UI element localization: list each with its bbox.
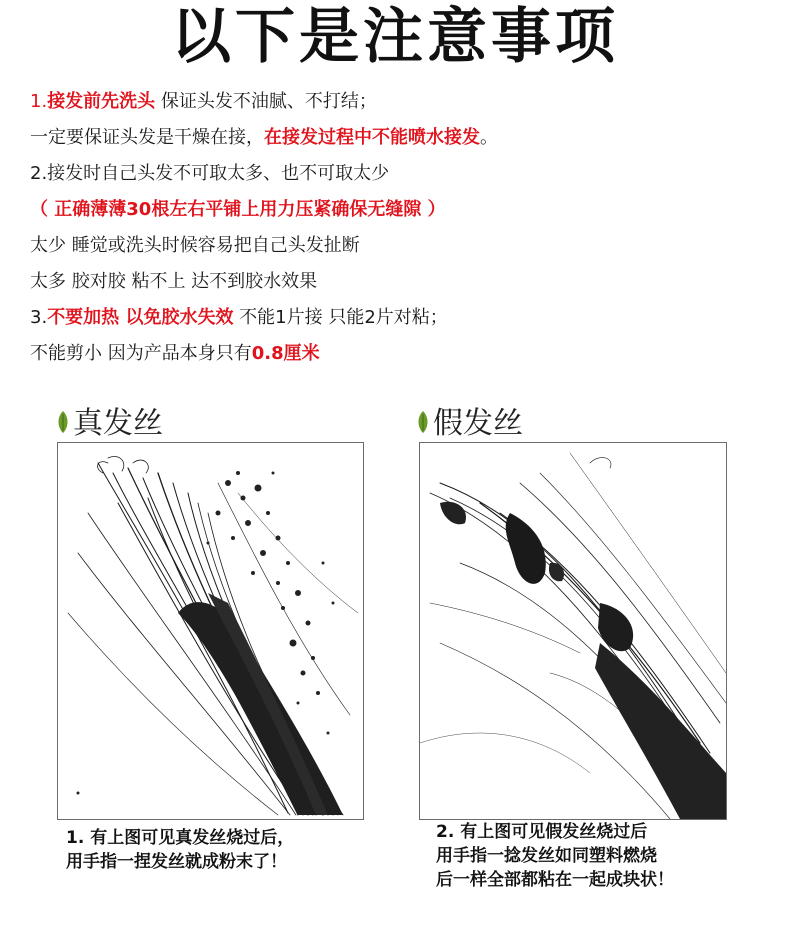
note-8-text: 不能剪小 因为产品本身只有 <box>30 343 252 364</box>
real-hair-heading <box>56 406 163 443</box>
fake-desc-line-3: 后一样全部都粘在一起成块状！ <box>436 870 674 890</box>
note-4-close: ） <box>421 199 446 220</box>
note-7-prefix: 3. <box>30 307 48 328</box>
fake-hair-photo <box>419 442 727 820</box>
note-2-suffix: 。 <box>480 127 498 148</box>
fake-desc-line-2: 用手指一捻发丝如同塑料燃烧 <box>436 846 657 866</box>
note-line-4 <box>30 192 770 228</box>
note-line-1 <box>30 84 770 120</box>
notes-section <box>30 84 770 372</box>
note-6-text: 太多 胶对胶 粘不上 达不到胶水效果 <box>30 271 318 292</box>
fake-hair-heading-text: 假发丝 <box>433 406 523 441</box>
fake-desc-line-1: 2. 有上图可见假发丝烧过后 <box>436 822 648 842</box>
note-8-highlight: 0.8厘米 <box>251 343 320 364</box>
leaf-icon <box>56 407 70 443</box>
real-desc-line-2: 用手指一捏发丝就成粉末了！ <box>66 852 287 872</box>
real-hair-photo <box>57 442 364 820</box>
note-line-7 <box>30 300 770 336</box>
fake-hair-description <box>436 820 674 892</box>
note-1-highlight: 接发前先洗头 <box>47 91 156 112</box>
note-line-5 <box>30 228 770 264</box>
leaf-icon <box>416 407 430 443</box>
note-3-text: 2.接发时自己头发不可取太多、也不可取太少 <box>30 163 390 184</box>
page-title: 以下是注意事项 <box>171 2 619 72</box>
note-7-text: 不能1片接 只能2片对粘； <box>233 307 448 328</box>
note-4-open: （ <box>30 199 55 220</box>
fake-hair-heading <box>416 406 523 443</box>
real-hair-description <box>66 826 294 874</box>
note-line-3 <box>30 156 770 192</box>
note-line-2 <box>30 120 770 156</box>
note-line-6 <box>30 264 770 300</box>
note-1-prefix: 1. <box>30 91 48 112</box>
real-hair-heading-text: 真发丝 <box>73 406 163 441</box>
note-2-highlight: 在接发过程中不能喷水接发 <box>264 127 480 148</box>
note-1-text: 保证头发不油腻、不打结； <box>155 91 377 112</box>
note-5-text: 太少 睡觉或洗头时候容易把自己头发扯断 <box>30 235 360 256</box>
note-2-text: 一定要保证头发是干燥在接， <box>30 127 264 148</box>
note-line-8 <box>30 336 770 372</box>
real-desc-line-1: 1. 有上图可见真发丝烧过后， <box>66 828 295 848</box>
note-7-highlight: 不要加热 以免胶水失效 <box>47 307 234 328</box>
note-4-highlight: 正确薄薄30根左右平铺上用力压紧确保无缝隙 <box>54 199 422 220</box>
